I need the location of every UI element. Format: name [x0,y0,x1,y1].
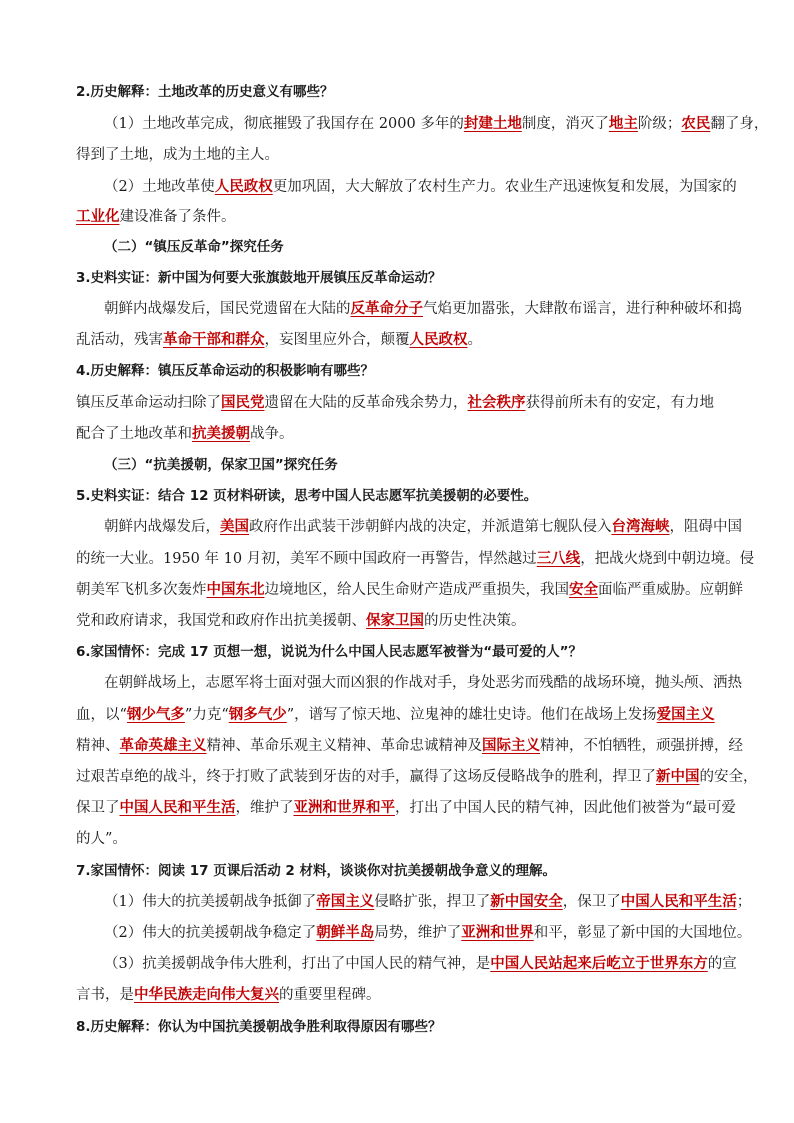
highlighted-term: 人民政权 [214,178,273,195]
text-run: 6.家国情怀：完成 17 页想一想，说说为什么中国人民志愿军被誉为“最可爱的人”？ [76,644,582,660]
text-run: 乱活动，残害 [76,332,163,348]
highlighted-term: 新中国 [656,768,700,785]
answer-6-cont-4 [76,798,736,818]
text-run: 建设准备了条件。 [119,209,236,225]
highlighted-term: 钢少气多 [126,706,185,723]
answer-4 [76,393,726,413]
answer-5-cont-2 [76,580,743,600]
text-run: 和平，彰显了新中国的大国地位。 [533,925,752,941]
answer-5-cont-1 [76,549,755,569]
text-run: ，阻碍中国 [669,519,742,535]
highlighted-term: 安全 [569,581,598,598]
highlighted-term: 帝国主义 [316,893,375,910]
highlighted-term: 朝鲜半岛 [316,924,375,941]
highlighted-term: 台湾海峡 [611,518,670,535]
highlighted-term: 钢多气少 [228,706,287,723]
text-run: 。 [467,332,482,348]
answer-7-2 [76,923,754,943]
answer-2-2-cont [76,207,726,227]
text-run: 的安全， [699,769,758,785]
text-run: （1）土地改革完成，彻底摧毁了我国存在 2000 多年的 [104,116,464,132]
text-run: （二）“镇压反革命”探究任务 [104,239,284,255]
text-run: 气焰更加嚣张，大肆散布谣言，进行种种破坏和捣 [423,301,742,317]
text-run: 边境地区，给人民生命财产造成严重损失，我国 [264,582,569,598]
text-run: 的历史性决策。 [424,613,526,629]
section-heading-3 [76,455,754,475]
answer-7-3 [76,954,754,974]
text-run: 2.历史解释：土地改革的历史意义有哪些？ [76,84,334,100]
question-2 [76,82,726,102]
text-run: 血，以“ [76,707,127,723]
text-run: 在朝鲜战场上，志愿军将士面对强大而凶狠的作战对手，身处恶劣而残酷的战场环境，抛头颅、洒热 [104,675,742,691]
question-4 [76,361,726,381]
question-3 [76,268,726,288]
text-run: 的重要里程碑。 [279,987,381,1003]
text-run: 过艰苦卓绝的战斗，终于打败了武装到牙齿的对手，赢得了这场反侵略战争的胜利，捍卫了 [76,769,656,785]
text-run: ”，谱写了惊天地、泣鬼神的雄壮史诗。他们在战场上发扬 [286,707,657,723]
highlighted-term: 三八线 [536,550,581,567]
highlighted-term: 社会秩序 [467,394,526,411]
text-run: （1）伟大的抗美援朝战争抵御了 [104,894,317,910]
highlighted-term: 中国人民站起来后屹立于世界东方 [490,955,708,972]
answer-7-1 [76,892,754,912]
highlighted-term: 保家卫国 [366,612,424,629]
answer-5-cont-3 [76,611,726,631]
text-run: 遗留在大陆的反革命残余势力， [264,395,468,411]
highlighted-term: 新中国安全 [490,893,563,910]
question-5 [76,486,726,506]
text-run: （2）土地改革使 [104,179,215,195]
highlighted-term: 国际主义 [482,737,540,754]
text-run: 镇压反革命运动扫除了 [76,395,221,411]
highlighted-term: 工业化 [76,208,120,225]
answer-2-2 [76,177,754,197]
question-7 [76,861,726,881]
text-run: ”力克“ [184,707,229,723]
highlighted-term: 抗美援朝 [192,425,250,442]
highlighted-term: 革命干部和群众 [163,331,265,348]
text-run: 面临严重威胁。应朝鲜 [598,582,743,598]
text-run: 战争。 [250,426,294,442]
answer-6-cont-3 [76,767,758,787]
text-run: 阶级； [637,116,682,132]
text-run: 朝鲜内战爆发后， [104,519,220,535]
highlighted-term: 国民党 [221,394,265,411]
text-run: ，打出了中国人民的精气神，因此他们被誉为“最可爱 [395,800,736,816]
text-run: 精神，不怕牺牲，顽强拼搏，经 [540,738,743,754]
highlighted-term: 革命英雄主义 [119,737,207,754]
text-run: 局势，维护了 [374,925,462,941]
highlighted-term: 中国东北 [206,581,265,598]
text-run: 翻了身， [710,116,769,132]
answer-6 [76,673,754,693]
text-run: 精神、革命乐观主义精神、革命忠诚精神及 [206,738,482,754]
text-run: 政府作出武装干涉朝鲜内战的决定，并派遣第七舰队侵入 [249,519,612,535]
text-run: （三）“抗美援朝，保家卫国”探究任务 [104,457,338,473]
question-6 [76,642,726,662]
text-run: 4.历史解释：镇压反革命运动的积极影响有哪些？ [76,363,375,379]
text-run: ，把战火烧到中朝边境。侵 [580,551,755,567]
text-run: 精神、 [76,738,120,754]
answer-2-1 [76,114,769,134]
text-run: 3.史料实证：新中国为何要大张旗鼓地开展镇压反革命运动？ [76,270,442,286]
highlighted-term: 美国 [220,518,249,535]
text-run: ，妄图里应外合，颠覆 [264,332,410,348]
text-run: 7.家国情怀：阅读 17 页课后活动 2 材料，谈谈你对抗美援朝战争意义的理解。 [76,863,557,879]
text-run: 得到了土地，成为土地的主人。 [76,147,279,163]
text-run: ，保卫了 [562,894,621,910]
answer-5 [76,517,754,537]
text-run: 言书，是 [76,987,134,1003]
text-run: 的宣 [707,956,737,972]
text-run: 配合了土地改革和 [76,426,192,442]
highlighted-term: 中国人民和平生活 [119,799,236,816]
highlighted-term: 中华民族走向伟大复兴 [134,986,279,1003]
text-run: 获得前所未有的安定，有力地 [525,395,714,411]
text-run: 朝鲜内战爆发后，国民党遗留在大陆的 [104,301,351,317]
highlighted-term: 亚洲和世界 [461,924,534,941]
text-run: 党和政府请求，我国党和政府作出抗美援朝、 [76,613,366,629]
text-run: 制度，消灭了 [521,116,609,132]
highlighted-term: 亚洲和世界和平 [293,799,395,816]
highlighted-term: 封建土地 [463,115,522,132]
answer-2-1-cont [76,145,726,165]
answer-6-cont-2 [76,736,743,756]
text-run: 8.历史解释：你认为中国抗美援朝战争胜利取得原因有哪些？ [76,1019,442,1035]
answer-7-3-cont [76,985,726,1005]
text-run: 5.史料实证：结合 12 页材料研读，思考中国人民志愿军抗美援朝的必要性。 [76,488,538,504]
text-run: 的人”。 [76,831,127,847]
text-run: 保卫了 [76,800,120,816]
answer-6-cont-1 [76,705,726,725]
question-8 [76,1017,726,1037]
answer-6-cont-5 [76,829,726,849]
answer-3 [76,299,754,319]
highlighted-term: 中国人民和平生活 [620,893,737,910]
highlighted-term: 农民 [681,115,711,132]
text-run: （2）伟大的抗美援朝战争稳定了 [104,925,317,941]
highlighted-term: 反革命分子 [350,300,423,317]
text-run: ； [736,894,752,910]
answer-3-cont [76,330,726,350]
text-run: 朝美军飞机多次轰炸 [76,582,207,598]
text-run: 更加巩固，大大解放了农村生产力。农业生产迅速恢复和发展，为国家的 [272,179,737,195]
text-run: 侵略扩张，捍卫了 [374,894,491,910]
answer-4-cont [76,424,726,444]
text-run: 的统一大业。1950 年 10 月初，美军不顾中国政府一再警告，悍然越过 [76,551,537,567]
section-heading-2 [76,237,754,257]
highlighted-term: 爱国主义 [656,706,715,723]
highlighted-term: 地主 [608,115,638,132]
highlighted-term: 人民政权 [409,331,468,348]
text-run: （3）抗美援朝战争伟大胜利，打出了中国人民的精气神，是 [104,956,491,972]
text-run: ，维护了 [235,800,294,816]
